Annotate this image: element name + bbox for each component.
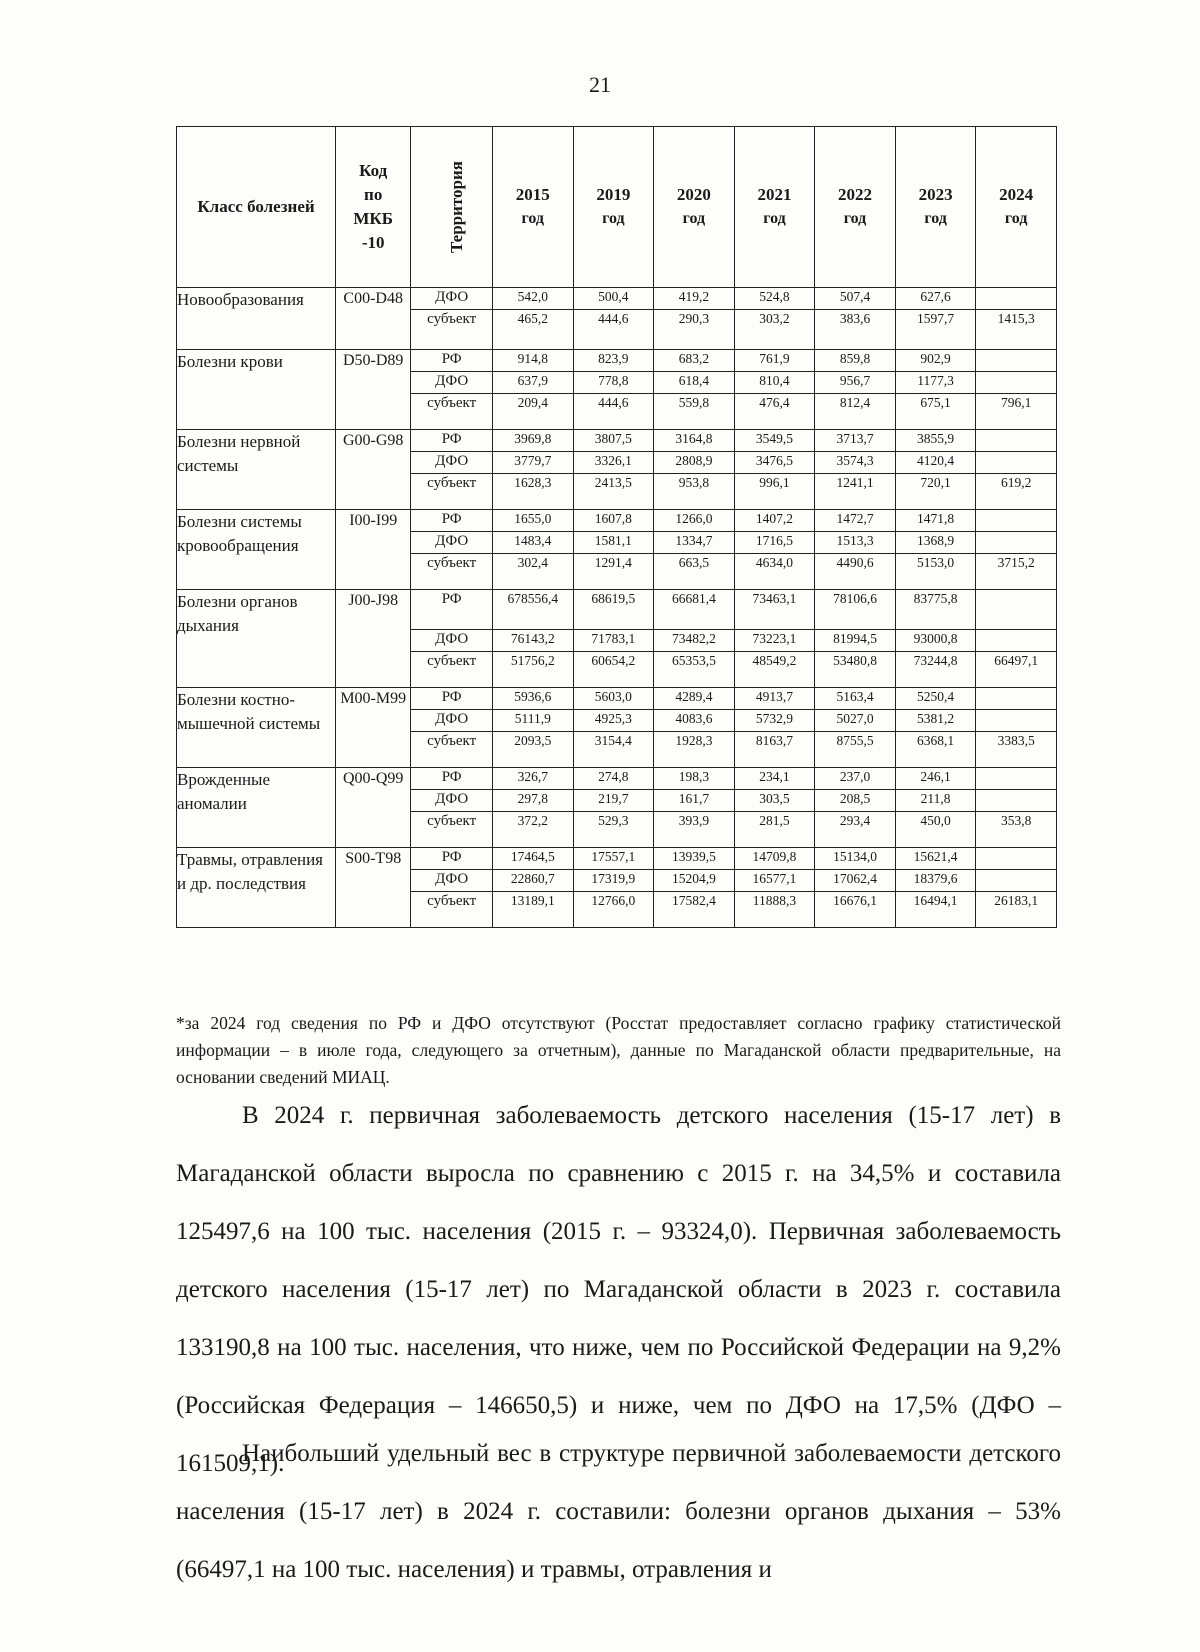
value-cell: 17319,9 (573, 870, 654, 892)
footnote: *за 2024 год сведения по РФ и ДФО отсутствуют (Росстат предоставляет согласно графику статистической информации – в июле года, следующего за отчетным), данные по Магаданской области предварительные, на основании сведений МИАЦ. (176, 1013, 1061, 1087)
value-cell: 859,8 (815, 350, 896, 372)
value-cell: 3549,5 (734, 430, 815, 452)
value-cell: 720,1 (895, 474, 976, 510)
value-cell: 66497,1 (976, 652, 1057, 688)
icd-code-cell: D50-D89 (336, 350, 411, 430)
icd-code-cell: G00-G98 (336, 430, 411, 510)
value-cell: 683,2 (654, 350, 735, 372)
value-cell: 73244,8 (895, 652, 976, 688)
value-cell: 914,8 (492, 350, 573, 372)
value-cell (976, 430, 1057, 452)
table-row (177, 768, 1057, 790)
value-cell: 383,6 (815, 310, 896, 350)
territory-cell: субъект (411, 732, 493, 768)
value-cell: 51756,2 (492, 652, 573, 688)
table-body (177, 288, 1057, 928)
territory-cell: ДФО (411, 630, 493, 652)
value-cell: 4913,7 (734, 688, 815, 710)
value-cell: 823,9 (573, 350, 654, 372)
value-cell: 93000,8 (895, 630, 976, 652)
disease-class-cell: Болезни системы кровообращения (177, 510, 336, 590)
value-cell: 637,9 (492, 372, 573, 394)
value-cell: 3154,4 (573, 732, 654, 768)
header-year-2019 (573, 127, 654, 288)
value-cell: 1368,9 (895, 532, 976, 554)
value-cell (976, 630, 1057, 652)
value-cell: 8163,7 (734, 732, 815, 768)
value-cell: 48549,2 (734, 652, 815, 688)
value-cell: 5732,9 (734, 710, 815, 732)
value-cell: 302,4 (492, 554, 573, 590)
table-row (177, 688, 1057, 710)
territory-cell: субъект (411, 554, 493, 590)
value-cell: 81994,5 (815, 630, 896, 652)
value-cell: 778,8 (573, 372, 654, 394)
value-cell: 524,8 (734, 288, 815, 310)
value-cell: 17062,4 (815, 870, 896, 892)
header-year-suffix: год (1004, 210, 1028, 227)
territory-cell: РФ (411, 430, 493, 452)
value-cell: 1483,4 (492, 532, 573, 554)
value-cell: 326,7 (492, 768, 573, 790)
value-cell: 3779,7 (492, 452, 573, 474)
value-cell: 71783,1 (573, 630, 654, 652)
territory-cell: ДФО (411, 870, 493, 892)
value-cell: 17582,4 (654, 892, 735, 928)
territory-cell: субъект (411, 310, 493, 350)
value-cell (976, 452, 1057, 474)
value-cell: 1716,5 (734, 532, 815, 554)
value-cell: 8755,5 (815, 732, 896, 768)
disease-class-cell: Болезни костно-мышечной системы (177, 688, 336, 768)
header-year: 2022 (838, 185, 873, 204)
value-cell: 60654,2 (573, 652, 654, 688)
territory-cell: РФ (411, 688, 493, 710)
value-cell: 66681,4 (654, 590, 735, 630)
value-cell (976, 848, 1057, 870)
value-cell: 16494,1 (895, 892, 976, 928)
value-cell: 618,4 (654, 372, 735, 394)
value-cell: 3807,5 (573, 430, 654, 452)
value-cell: 1607,8 (573, 510, 654, 532)
header-year-suffix: год (682, 210, 706, 227)
header-year: 2015 (515, 185, 550, 204)
value-cell: 619,2 (976, 474, 1057, 510)
value-cell: 419,2 (654, 288, 735, 310)
header-year-suffix: год (924, 210, 947, 227)
territory-cell: субъект (411, 394, 493, 430)
value-cell: 5163,4 (815, 688, 896, 710)
icd-code-cell: S00-T98 (336, 848, 411, 928)
value-cell: 1471,8 (895, 510, 976, 532)
header-code-text: Код по МКБ -10 (353, 161, 394, 252)
value-cell: 3715,2 (976, 554, 1057, 590)
value-cell: 13939,5 (654, 848, 735, 870)
value-cell: 65353,5 (654, 652, 735, 688)
value-cell: 209,4 (492, 394, 573, 430)
territory-cell: субъект (411, 652, 493, 688)
value-cell: 234,1 (734, 768, 815, 790)
territory-cell: ДФО (411, 372, 493, 394)
disease-class-cell: Новообразования (177, 288, 336, 350)
value-cell: 78106,6 (815, 590, 896, 630)
territory-cell: ДФО (411, 790, 493, 812)
value-cell: 13189,1 (492, 892, 573, 928)
value-cell: 1266,0 (654, 510, 735, 532)
value-cell: 3164,8 (654, 430, 735, 452)
value-cell: 5603,0 (573, 688, 654, 710)
value-cell: 198,3 (654, 768, 735, 790)
value-cell: 293,4 (815, 812, 896, 848)
header-code (336, 127, 411, 288)
value-cell: 5111,9 (492, 710, 573, 732)
value-cell (976, 372, 1057, 394)
value-cell: 1177,3 (895, 372, 976, 394)
value-cell: 3326,1 (573, 452, 654, 474)
value-cell: 1628,3 (492, 474, 573, 510)
table-row (177, 848, 1057, 870)
value-cell (976, 288, 1057, 310)
value-cell: 465,2 (492, 310, 573, 350)
header-territory (411, 127, 493, 288)
value-cell: 18379,6 (895, 870, 976, 892)
value-cell: 1472,7 (815, 510, 896, 532)
header-year: 2021 (757, 185, 792, 204)
table-row (177, 288, 1057, 310)
territory-cell: РФ (411, 590, 493, 630)
value-cell: 15621,4 (895, 848, 976, 870)
page-number: 21 (589, 72, 611, 97)
territory-cell: РФ (411, 848, 493, 870)
territory-cell: ДФО (411, 532, 493, 554)
header-year-suffix: год (602, 210, 625, 227)
value-cell: 1597,7 (895, 310, 976, 350)
header-year-2015 (492, 127, 573, 288)
value-cell: 675,1 (895, 394, 976, 430)
table-row (177, 430, 1057, 452)
value-cell: 5153,0 (895, 554, 976, 590)
value-cell: 1928,3 (654, 732, 735, 768)
value-cell: 3476,5 (734, 452, 815, 474)
value-cell: 16676,1 (815, 892, 896, 928)
header-year-2024 (976, 127, 1057, 288)
value-cell: 5936,6 (492, 688, 573, 710)
value-cell: 73223,1 (734, 630, 815, 652)
value-cell: 297,8 (492, 790, 573, 812)
paragraph-2: Наибольший удельный вес в структуре первичной заболеваемости детского населения (15-17 лет) в 2024 г. составили: болезни органов дыхания – 53% (66497,1 на 100 тыс. населения) и травмы, отравления и (176, 1440, 1061, 1583)
value-cell (976, 350, 1057, 372)
value-cell: 1415,3 (976, 310, 1057, 350)
value-cell: 303,2 (734, 310, 815, 350)
header-year: 2020 (676, 185, 711, 204)
value-cell: 3383,5 (976, 732, 1057, 768)
territory-cell: субъект (411, 892, 493, 928)
value-cell: 1655,0 (492, 510, 573, 532)
territory-cell: ДФО (411, 288, 493, 310)
value-cell: 17464,5 (492, 848, 573, 870)
value-cell: 500,4 (573, 288, 654, 310)
value-cell: 83775,8 (895, 590, 976, 630)
header-year: 2019 (596, 185, 631, 204)
value-cell: 6368,1 (895, 732, 976, 768)
value-cell: 559,8 (654, 394, 735, 430)
value-cell: 15204,9 (654, 870, 735, 892)
value-cell: 12766,0 (573, 892, 654, 928)
value-cell (976, 710, 1057, 732)
value-cell: 996,1 (734, 474, 815, 510)
disease-class-cell: Болезни крови (177, 350, 336, 430)
value-cell: 663,5 (654, 554, 735, 590)
value-cell: 1241,1 (815, 474, 896, 510)
value-cell: 507,4 (815, 288, 896, 310)
value-cell: 11888,3 (734, 892, 815, 928)
value-cell (976, 510, 1057, 532)
value-cell: 4925,3 (573, 710, 654, 732)
value-cell: 796,1 (976, 394, 1057, 430)
value-cell: 4289,4 (654, 688, 735, 710)
value-cell: 2413,5 (573, 474, 654, 510)
value-cell: 73482,2 (654, 630, 735, 652)
value-cell (976, 768, 1057, 790)
value-cell: 2093,5 (492, 732, 573, 768)
value-cell: 219,7 (573, 790, 654, 812)
value-cell: 281,5 (734, 812, 815, 848)
icd-code-cell: I00-I99 (336, 510, 411, 590)
territory-cell: РФ (411, 768, 493, 790)
value-cell: 372,2 (492, 812, 573, 848)
icd-code-cell: J00-J98 (336, 590, 411, 688)
value-cell: 68619,5 (573, 590, 654, 630)
value-cell: 2808,9 (654, 452, 735, 474)
header-year-2021 (734, 127, 815, 288)
header-year-2020 (654, 127, 735, 288)
territory-cell: субъект (411, 812, 493, 848)
value-cell (976, 790, 1057, 812)
value-cell: 1407,2 (734, 510, 815, 532)
value-cell: 1513,3 (815, 532, 896, 554)
value-cell: 22860,7 (492, 870, 573, 892)
value-cell: 956,7 (815, 372, 896, 394)
territory-cell: ДФО (411, 452, 493, 474)
value-cell: 274,8 (573, 768, 654, 790)
morbidity-table (176, 126, 1057, 928)
header-year-suffix: год (521, 210, 545, 227)
territory-cell: субъект (411, 474, 493, 510)
value-cell: 76143,2 (492, 630, 573, 652)
value-cell: 3855,9 (895, 430, 976, 452)
territory-cell: ДФО (411, 710, 493, 732)
table-row (177, 350, 1057, 372)
value-cell: 812,4 (815, 394, 896, 430)
header-year-suffix: год (763, 210, 786, 227)
value-cell: 3574,3 (815, 452, 896, 474)
header-year: 2024 (999, 185, 1034, 204)
value-cell: 237,0 (815, 768, 896, 790)
header-class: Класс болезней (177, 127, 336, 288)
value-cell: 1581,1 (573, 532, 654, 554)
value-cell: 810,4 (734, 372, 815, 394)
value-cell: 73463,1 (734, 590, 815, 630)
value-cell: 476,4 (734, 394, 815, 430)
value-cell: 450,0 (895, 812, 976, 848)
value-cell: 290,3 (654, 310, 735, 350)
table-row (177, 590, 1057, 630)
header-year-suffix: год (843, 210, 867, 227)
icd-code-cell: Q00-Q99 (336, 768, 411, 848)
value-cell: 4120,4 (895, 452, 976, 474)
value-cell: 3713,7 (815, 430, 896, 452)
value-cell (976, 590, 1057, 630)
value-cell: 5381,2 (895, 710, 976, 732)
value-cell (976, 870, 1057, 892)
value-cell: 1291,4 (573, 554, 654, 590)
value-cell: 5250,4 (895, 688, 976, 710)
disease-class-cell: Болезни нервной системы (177, 430, 336, 510)
header-territory-text: Территория (447, 160, 467, 254)
value-cell: 208,5 (815, 790, 896, 812)
territory-cell: РФ (411, 510, 493, 532)
value-cell: 211,8 (895, 790, 976, 812)
header-year-2022 (815, 127, 896, 288)
value-cell: 444,6 (573, 310, 654, 350)
value-cell: 14709,8 (734, 848, 815, 870)
disease-class-cell: Болезни органов дыхания (177, 590, 336, 688)
value-cell: 246,1 (895, 768, 976, 790)
header-year-2023 (895, 127, 976, 288)
value-cell: 953,8 (654, 474, 735, 510)
table-header-row (177, 127, 1057, 288)
table-row (177, 510, 1057, 532)
value-cell: 303,5 (734, 790, 815, 812)
paragraph-1: В 2024 г. первичная заболеваемость детского населения (15-17 лет) в Магаданской области выросла по сравнению с 2015 г. на 34,5% и составила 125497,6 на 100 тыс. населения (2015 г. – 93324,0). Первичная заболеваемость детского населения (15-17 лет) по Магаданской области в 2023 г. составила 133190,8 на 100 тыс. населения, что ниже, чем по Российской Федерации на 9,2% (Российская Федерация – 146650,5) и ниже, чем по ДФО на 17,5% (ДФО – 161509,1). (176, 1102, 1061, 1477)
value-cell: 17557,1 (573, 848, 654, 870)
icd-code-cell: M00-M99 (336, 688, 411, 768)
header-year: 2023 (918, 185, 953, 204)
value-cell: 4490,6 (815, 554, 896, 590)
value-cell (976, 688, 1057, 710)
value-cell: 627,6 (895, 288, 976, 310)
value-cell: 529,3 (573, 812, 654, 848)
value-cell: 161,7 (654, 790, 735, 812)
value-cell: 542,0 (492, 288, 573, 310)
value-cell: 15134,0 (815, 848, 896, 870)
value-cell: 53480,8 (815, 652, 896, 688)
value-cell: 4634,0 (734, 554, 815, 590)
value-cell: 353,8 (976, 812, 1057, 848)
value-cell: 761,9 (734, 350, 815, 372)
disease-class-cell: Врожденные аномалии (177, 768, 336, 848)
value-cell: 26183,1 (976, 892, 1057, 928)
value-cell: 678556,4 (492, 590, 573, 630)
value-cell: 444,6 (573, 394, 654, 430)
value-cell (976, 532, 1057, 554)
icd-code-cell: C00-D48 (336, 288, 411, 350)
territory-cell: РФ (411, 350, 493, 372)
value-cell: 16577,1 (734, 870, 815, 892)
value-cell: 1334,7 (654, 532, 735, 554)
value-cell: 3969,8 (492, 430, 573, 452)
value-cell: 5027,0 (815, 710, 896, 732)
value-cell: 902,9 (895, 350, 976, 372)
value-cell: 393,9 (654, 812, 735, 848)
disease-class-cell: Травмы, отравления и др. последствия (177, 848, 336, 928)
value-cell: 4083,6 (654, 710, 735, 732)
